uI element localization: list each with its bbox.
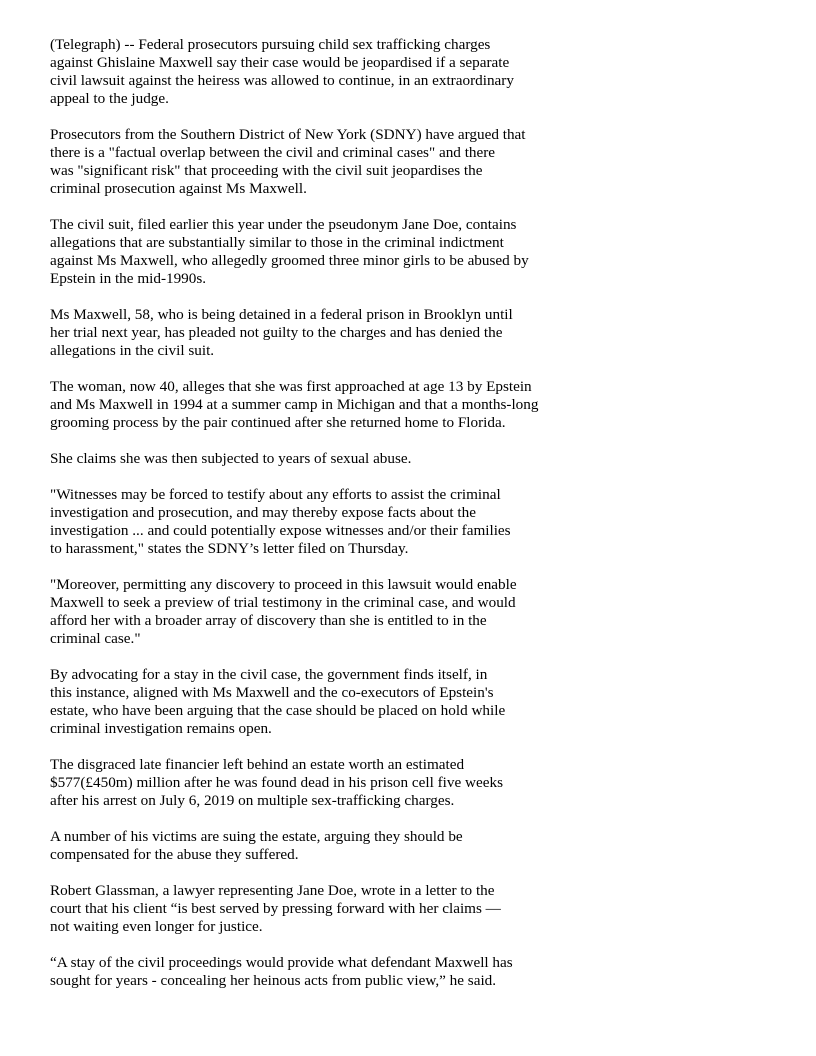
paragraph-11: A number of his victims are suing the estate, arguing they should be compensated for the abuse they suffered. xyxy=(50,828,463,863)
paragraph-13: “A stay of the civil proceedings would provide what defendant Maxwell has sought for years - concealing her heinous acts from public view,” he said. xyxy=(50,954,513,989)
paragraph-8: "Moreover, permitting any discovery to proceed in this lawsuit would enable Maxwell to seek a preview of trial testimony in the criminal case, and would afford her with a broader array of discovery than she is entitled to in the criminal case." xyxy=(50,576,517,647)
paragraph-6: She claims she was then subjected to years of sexual abuse. xyxy=(50,450,412,467)
paragraph-12: Robert Glassman, a lawyer representing Jane Doe, wrote in a letter to the court that his client “is best served by pressing forward with her claims — not waiting even longer for justice. xyxy=(50,882,501,935)
article-body xyxy=(50,36,580,990)
paragraph-3: The civil suit, filed earlier this year under the pseudonym Jane Doe, contains allegations that are substantially similar to those in the criminal indictment against Ms Maxwell, who allegedly groomed three minor girls to be abused by Epstein in the mid-1990s. xyxy=(50,216,529,287)
paragraph-2: Prosecutors from the Southern District of New York (SDNY) have argued that there is a "factual overlap between the civil and criminal cases" and there was "significant risk" that proceeding with the civil suit jeopardises the criminal prosecution against Ms Maxwell. xyxy=(50,126,526,197)
paragraph-1: (Telegraph) -- Federal prosecutors pursuing child sex trafficking charges against Ghislaine Maxwell say their case would be jeopardised if a separate civil lawsuit against the heiress was allowed to continue, in an extraordinary appeal to the judge. xyxy=(50,36,514,107)
paragraph-9: By advocating for a stay in the civil case, the government finds itself, in this instance, aligned with Ms Maxwell and the co-executors of Epstein's estate, who have been arguing that the case should be placed on hold while criminal investigation remains open. xyxy=(50,666,506,737)
paragraph-5: The woman, now 40, alleges that she was first approached at age 13 by Epstein and Ms Maxwell in 1994 at a summer camp in Michigan and that a months-long grooming process by the pair continued after she returned home to Florida. xyxy=(50,378,539,431)
paragraph-10: The disgraced late financier left behind an estate worth an estimated $577(£450m) million after he was found dead in his prison cell five weeks after his arrest on July 6, 2019 on multiple sex-trafficking charges. xyxy=(50,756,503,809)
paragraph-7: "Witnesses may be forced to testify about any efforts to assist the criminal investigation and prosecution, and may thereby expose facts about the investigation ... and could potentially expose witnesses and/or their families to harassment," states the SDNY’s letter filed on Thursday. xyxy=(50,486,511,557)
paragraph-4: Ms Maxwell, 58, who is being detained in a federal prison in Brooklyn until her trial next year, has pleaded not guilty to the charges and has denied the allegations in the civil suit. xyxy=(50,306,513,359)
